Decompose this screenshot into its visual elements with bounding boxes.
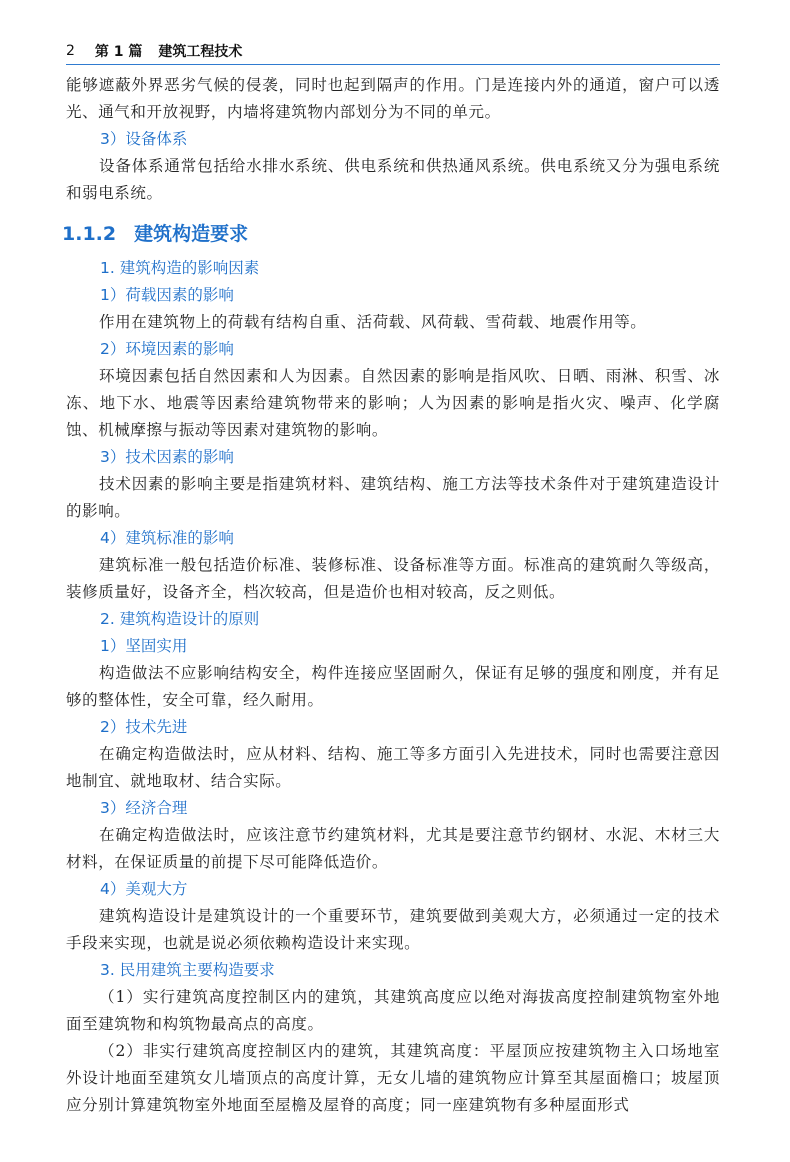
paragraph: 建筑构造设计是建筑设计的一个重要环节，建筑要做到美观大方，必须通过一定的技术手段来实现，也就是说必须依赖构造设计来实现。 bbox=[66, 907, 720, 952]
subheading: 2. 建筑构造设计的原则 bbox=[100, 610, 260, 628]
paragraph: 技术因素的影响主要是指建筑材料、建筑结构、施工方法等技术条件对于建筑建造设计的影响。 bbox=[66, 475, 720, 520]
paragraph: （2）非实行建筑高度控制区内的建筑，其建筑高度：平屋顶应按建筑物主入口场地室外设计地面至建筑女儿墙顶点的高度计算，无女儿墙的建筑物应计算至其屋面檐口；坡屋顶应分别计算建筑物室外地面至屋檐及屋脊的高度；同一座建筑物有多种屋面形式 bbox=[66, 1042, 720, 1114]
subheading: 1）荷载因素的影响 bbox=[100, 286, 234, 304]
subheading: 3）技术因素的影响 bbox=[100, 448, 234, 466]
paragraph: 环境因素包括自然因素和人为因素。自然因素的影响是指风吹、日晒、雨淋、积雪、冰冻、地下水、地震等因素给建筑物带来的影响；人为因素的影响是指火灾、噪声、化学腐蚀、机械摩擦与振动等因素对建筑物的影响。 bbox=[66, 367, 720, 439]
subheading: 2）技术先进 bbox=[100, 718, 188, 736]
paragraph: 构造做法不应影响结构安全，构件连接应坚固耐久，保证有足够的强度和刚度，并有足够的整体性，安全可靠，经久耐用。 bbox=[66, 664, 720, 709]
page-number: 2 bbox=[66, 43, 75, 59]
paragraph: 设备体系通常包括给水排水系统、供电系统和供热通风系统。供电系统又分为强电系统和弱电系统。 bbox=[66, 157, 720, 202]
subheading: 3）经济合理 bbox=[100, 799, 188, 817]
part-label: 第 1 篇 bbox=[94, 44, 143, 60]
subheading: 3. 民用建筑主要构造要求 bbox=[100, 961, 275, 979]
section-number: 1.1.2 bbox=[62, 223, 117, 245]
paragraph: 能够遮蔽外界恶劣气候的侵袭，同时也起到隔声的作用。门是连接内外的通道，窗户可以透光、通气和开放视野，内墙将建筑物内部划分为不同的单元。 bbox=[66, 76, 720, 121]
subheading: 1. 建筑构造的影响因素 bbox=[100, 259, 260, 277]
paragraph: 在确定构造做法时，应该注意节约建筑材料，尤其是要注意节约钢材、水泥、木材三大材料，在保证质量的前提下尽可能降低造价。 bbox=[66, 826, 720, 871]
subheading: 3）设备体系 bbox=[100, 130, 188, 148]
paragraph: 在确定构造做法时，应从材料、结构、施工等多方面引入先进技术，同时也需要注意因地制宜、就地取材、结合实际。 bbox=[66, 745, 720, 790]
page-body bbox=[62, 72, 720, 1119]
subheading: 2）环境因素的影响 bbox=[100, 340, 234, 358]
subheading: 1）坚固实用 bbox=[100, 637, 188, 655]
paragraph: （1）实行建筑高度控制区内的建筑，其建筑高度应以绝对海拔高度控制建筑物室外地面至建筑物和构筑物最高点的高度。 bbox=[66, 988, 720, 1033]
header-rule bbox=[66, 64, 720, 65]
paragraph: 建筑标准一般包括造价标准、装修标准、设备标准等方面。标准高的建筑耐久等级高，装修质量好，设备齐全，档次较高，但是造价也相对较高，反之则低。 bbox=[66, 556, 720, 601]
running-header bbox=[66, 40, 720, 62]
header-title: 建筑工程技术 bbox=[158, 44, 243, 60]
section-title: 建筑构造要求 bbox=[134, 223, 249, 245]
paragraph: 作用在建筑物上的荷载有结构自重、活荷载、风荷载、雪荷载、地震作用等。 bbox=[99, 313, 647, 331]
subheading: 4）美观大方 bbox=[100, 880, 188, 898]
section-heading bbox=[62, 219, 720, 249]
subheading: 4）建筑标准的影响 bbox=[100, 529, 234, 547]
